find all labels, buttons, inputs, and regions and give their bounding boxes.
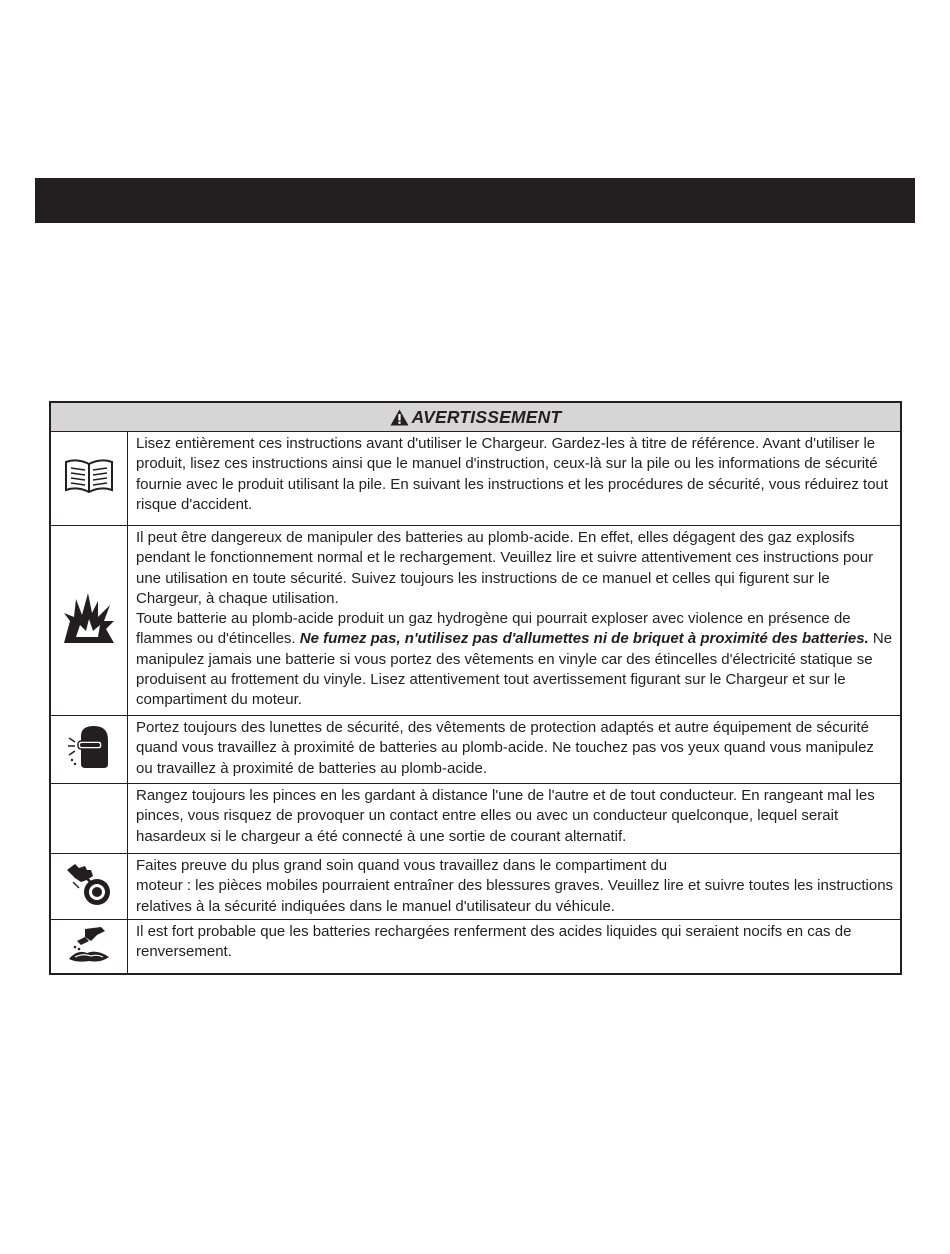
read-manual-icon (63, 456, 115, 501)
row-text-paragraph: moteur : les pièces mobiles pourraient entraîner des blessures graves. Veuillez lire et suivre toutes les instructions relatives à la sécurité indiquées dans le manuel d'utilisateur du véhicule. (136, 877, 894, 915)
icon-cell (51, 716, 128, 783)
warning-header (51, 403, 900, 432)
eye-protection-icon (67, 724, 111, 775)
row-text (128, 432, 900, 525)
row-text-paragraph: Rangez toujours les pinces en les gardant à distance l'une de l'autre et de tout conducteur. En rangeant mal les pinces, vous risquez de provoquer un contact entre elles ou avec un conducteur quelconque, lequel serait hasardeux si le chargeur a été connecté à une sortie de courant alternatif. (136, 787, 875, 845)
row-text-paragraph (136, 609, 894, 710)
row-text (128, 784, 900, 853)
warning-row (51, 784, 900, 854)
warning-triangle-icon (390, 409, 409, 426)
row-text-paragraph: Lisez entièrement ces instructions avant d'utiliser le Chargeur. Gardez-les à titre de référence. Avant d'utiliser le produit, lisez ces instructions ainsi que le manuel d'instruction, ceux-là sur la pile ou les informations de sécurité fournie avec le produit utilisant la pile. En suivant les instructions et les procédures de sécurité, vous réduirez tout risque d'accident. (136, 435, 889, 513)
section-header-bar (35, 178, 915, 223)
explosion-icon (62, 591, 116, 650)
icon-cell (51, 526, 128, 715)
text-run: Toute batterie au plomb-acide produit un gaz hydrogène qui pourrait exploser avec violence en présence de flammes ou d'étincelles. (136, 610, 851, 648)
warning-row (51, 432, 900, 526)
row-text (128, 854, 900, 919)
row-text-paragraph: Il est fort probable que les batteries rechargées renferment des acides liquides qui seraient nocifs en cas de renversement. (136, 923, 852, 961)
warning-row (51, 526, 900, 716)
icon-cell (51, 920, 128, 973)
row-text-paragraph: Il peut être dangereux de manipuler des batteries au plomb-acide. En effet, elles dégagent des gaz explosifs pendant le fonctionnement normal et le rechargement. Veuillez lire et suivre attentivement ces instructions pour une utilisation en toute sécurité. Suivez toujours les instructions de ce manuel et celles qui figurent sur le Chargeur, à chaque utilisation. (136, 529, 874, 607)
warning-row (51, 920, 900, 973)
text-run: Ne manipulez jamais une batterie si vous portez des vêtements en vinyle car des étincelles d'électricité statique se produisent au frottement du vinyle. Lisez attentivement tout avertissement figurant sur le Chargeur et sur le compartiment du moteur. (136, 630, 893, 709)
icon-cell (51, 432, 128, 525)
warning-row (51, 854, 900, 920)
row-text-paragraph: Faites preuve du plus grand soin quand vous travaillez dans le compartiment du (136, 857, 668, 874)
icon-cell (51, 784, 128, 853)
acid-spill-icon (67, 925, 111, 968)
icon-cell (51, 854, 128, 919)
row-text (128, 526, 900, 715)
row-text (128, 920, 900, 973)
warning-table (49, 401, 902, 975)
emphasis-text: Ne fumez pas, n'utilisez pas d'allumettes ni de briquet à proximité des batteries. (299, 630, 869, 648)
row-text-paragraph: Portez toujours des lunettes de sécurité, des vêtements de protection adaptés et autre équipement de sécurité quand vous travaillez à proximité de batteries au plomb-acide. Ne touchez pas vos yeux quand vous manipulez ou travaillez à proximité de batteries au plomb-acide. (136, 719, 874, 777)
moving-parts-hand-icon (65, 860, 113, 913)
row-text (128, 716, 900, 783)
warning-title: AVERTISSEMENT (411, 406, 562, 427)
warning-row (51, 716, 900, 784)
